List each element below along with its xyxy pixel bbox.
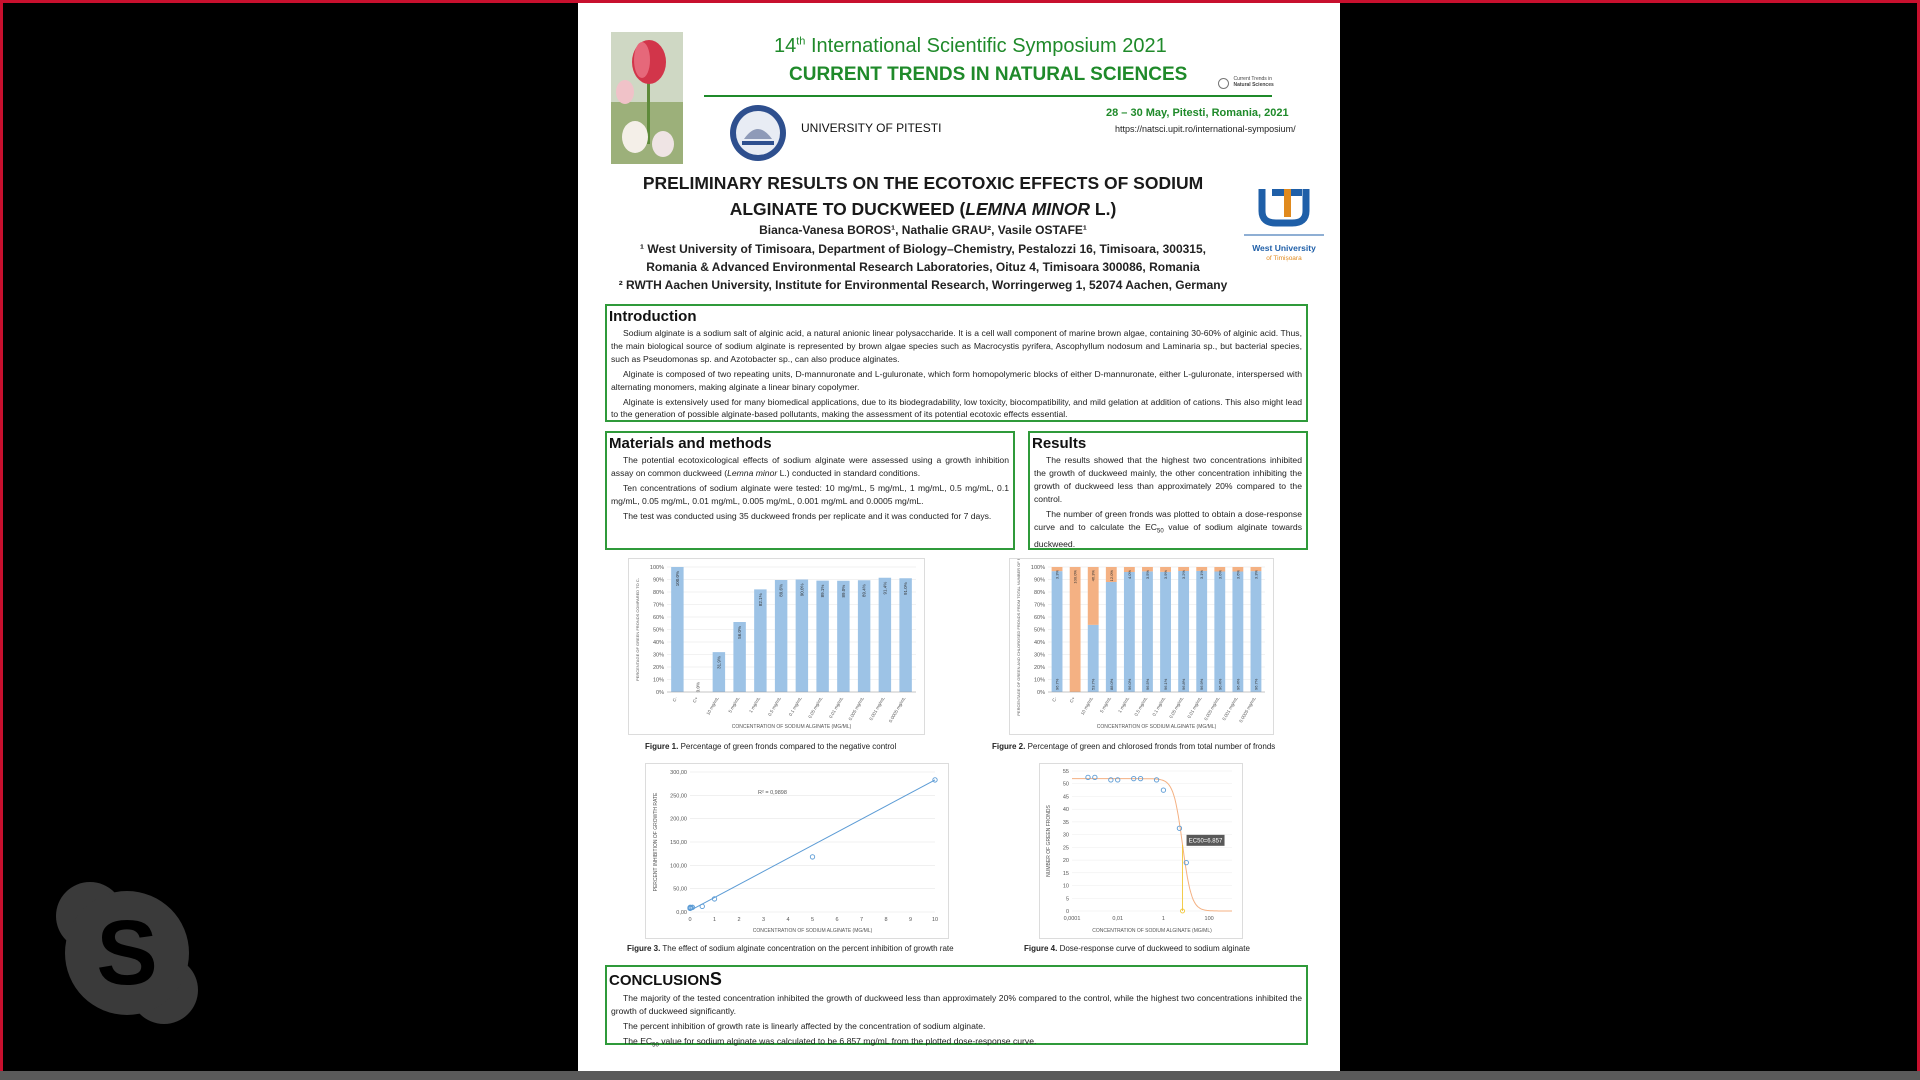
x-tick-label: 0.01 mg/mL xyxy=(828,696,845,720)
y-axis-label: PERCENTAGE OF GREEN FRONDS COMPARED TO C- xyxy=(635,577,640,682)
svg-text:S: S xyxy=(96,902,158,1004)
y-tick-label: 100,00 xyxy=(670,863,687,870)
stacked-bar-segment xyxy=(1214,572,1225,693)
stacked-bar-segment xyxy=(1232,572,1243,693)
affiliations xyxy=(598,240,1248,294)
y-tick-label: 50% xyxy=(652,627,664,634)
y-tick-label: 250,00 xyxy=(670,793,687,800)
y-tick-label: 10% xyxy=(1033,677,1045,684)
x-tick-label: 2 xyxy=(737,917,741,923)
stacked-bar-segment xyxy=(1124,572,1135,692)
bar-value-label: 89.6% xyxy=(778,584,784,597)
y-tick-label: 10 xyxy=(1062,883,1069,890)
y-tick-label: 30% xyxy=(1033,652,1045,659)
bar-value-label: 3.6% xyxy=(1235,570,1241,580)
y-tick-label: 0,00 xyxy=(676,910,687,916)
bar-value-label: 4.0% xyxy=(1126,570,1132,580)
y-tick-label: 60% xyxy=(652,615,664,621)
figure-4-chart xyxy=(1039,763,1243,939)
symposium-title: 14th International Scientific Symposium 2021 xyxy=(774,35,1167,57)
y-tick-label: 100% xyxy=(1030,565,1045,571)
introduction-heading: Introduction xyxy=(609,308,697,325)
wut-logo xyxy=(1244,179,1324,263)
x-tick-label: 1 mg/mL xyxy=(1117,696,1131,714)
y-tick-label: 0% xyxy=(1037,690,1045,696)
x-tick-label: 8 xyxy=(884,917,888,923)
y-tick-label: 90% xyxy=(1033,577,1045,584)
poster-title: PRELIMINARY RESULTS ON THE ECOTOXIC EFFECTS OF SODIUM ALGINATE TO DUCKWEED (LEMNA MINOR L.) xyxy=(642,173,1204,219)
bar-value-label: 89.4% xyxy=(861,584,867,598)
y-tick-label: 35 xyxy=(1062,819,1069,826)
y-axis-label: PERCENT INHIBITION OF GROWTH RATE xyxy=(653,792,659,892)
x-tick-label: 10 mg/mL xyxy=(705,696,720,716)
bar-value-label: 96.7% xyxy=(1253,678,1259,690)
bar-value-label: 96.0% xyxy=(1126,678,1132,690)
university-seal-icon xyxy=(728,103,788,163)
x-tick-label: C+ xyxy=(691,696,699,704)
data-point xyxy=(1177,826,1181,830)
bar-value-label: 88.0% xyxy=(1108,678,1114,690)
figure-4-caption: Figure 4. Dose-response curve of duckweed to sodium alginate xyxy=(1024,944,1250,953)
bar-value-label: 0.0% xyxy=(695,682,701,693)
bar-value-label: 89.0% xyxy=(840,584,846,598)
x-tick-label: 0,0001 xyxy=(1063,916,1081,922)
bar-value-label: 96.9% xyxy=(1199,678,1205,690)
y-tick-label: 30 xyxy=(1062,832,1069,839)
x-axis-label: CONCENTRATION OF SODIUM ALGINATE (MG/ML) xyxy=(1092,928,1212,934)
introduction-section xyxy=(605,304,1308,422)
conclusions-paragraph: The majority of the tested concentration inhibited the growth of duckweed less than approximately 20% compared to the control, while the highest two concentrations inhibited the growth of duckweed significantly. xyxy=(611,993,1302,1016)
bar-value-label: 3.3% xyxy=(1054,570,1060,580)
bar-value-label: 3.2% xyxy=(1181,570,1187,580)
symposium-subtitle: CURRENT TRENDS IN NATURAL SCIENCES xyxy=(789,64,1188,85)
bar-value-label: 12.0% xyxy=(1108,570,1114,582)
x-tick-label: 0.005 mg/mL xyxy=(847,696,865,722)
x-tick-label: 1 xyxy=(1161,916,1165,922)
y-tick-label: 55 xyxy=(1062,769,1069,775)
authors: Bianca-Vanesa BOROS¹, Nathalie GRAU², Vasile OSTAFE¹ xyxy=(759,223,1087,237)
x-tick-label: 0.01 mg/mL xyxy=(1186,696,1203,720)
bar-value-label: 3.3% xyxy=(1253,570,1259,580)
results-heading: Results xyxy=(1032,435,1087,452)
y-tick-label: 90% xyxy=(652,577,664,584)
bar-value-label: 56.0% xyxy=(737,626,743,639)
x-tick-label: 5 xyxy=(810,917,815,923)
x-tick-label: 6 xyxy=(835,917,839,923)
bar-value-label: 53.7% xyxy=(1090,678,1096,690)
university-name: UNIVERSITY OF PITESTI xyxy=(801,121,942,135)
stacked-bar-segment xyxy=(1070,567,1081,692)
x-tick-label: 0.1 mg/mL xyxy=(1151,696,1167,717)
affiliation-line: Romania & Advanced Environmental Research Laboratories, Oituz 4, Timisoara 300086, Romania xyxy=(646,260,1200,274)
trendline xyxy=(690,780,935,911)
y-tick-label: 45 xyxy=(1062,794,1069,801)
x-axis-label: CONCENTRATION OF SODIUM ALGINATE (MG/ML) xyxy=(752,928,873,934)
bar-value-label: 31.9% xyxy=(716,656,722,669)
stacked-bar-segment xyxy=(1106,582,1117,692)
y-tick-label: 40% xyxy=(652,640,664,646)
x-tick-label: 10 mg/mL xyxy=(1079,696,1095,716)
svg-text:West University: West University xyxy=(1252,243,1316,253)
y-tick-label: 10% xyxy=(652,677,664,684)
bar-value-label: 100.0% xyxy=(674,571,680,587)
methods-paragraph: The test was conducted using 35 duckweed fronds per replicate and it was conducted for 7 days. xyxy=(623,510,992,521)
data-point xyxy=(1161,788,1165,792)
results-section xyxy=(1028,431,1308,550)
x-tick-label: 0 xyxy=(688,917,692,923)
header-divider xyxy=(704,95,1272,97)
data-point xyxy=(1154,778,1158,782)
conclusions-paragraph: The percent inhibition of growth rate is linearly affected by the concentration of sodium alginate. xyxy=(623,1020,986,1031)
bar-value-label: 96.1% xyxy=(1163,678,1169,690)
stacked-bar-segment xyxy=(1251,571,1262,692)
introduction-paragraph: Sodium alginate is a sodium salt of alginic acid, a natural anionic linear polysaccharide. It is a cell wall component of marine brown algae, containing 30-60% of alginic acid. Thus, the main biological source of sodium alginate is represented by brown algae species such as Macrocystis pyrifera, Ascophyllum nodosum and Laminaria sp., but bacterial species, such as Pseudomonas sp. and Azotobacter sp., can also produce alginates. xyxy=(611,328,1302,364)
y-tick-label: 80% xyxy=(652,590,664,596)
x-tick-label: 1 xyxy=(712,917,717,923)
bar-value-label: 3.9% xyxy=(1163,570,1169,580)
x-tick-label: 0.5 mg/mL xyxy=(767,696,782,717)
r-squared-label: R² = 0,9898 xyxy=(758,790,787,796)
tulip-image xyxy=(611,32,683,164)
y-tick-label: 300,00 xyxy=(670,770,687,776)
y-tick-label: 50% xyxy=(1033,627,1045,634)
svg-text:of Timișoara: of Timișoara xyxy=(1266,255,1302,262)
bar-value-label: 3.6% xyxy=(1217,570,1223,580)
methods-heading: Materials and methods xyxy=(609,435,772,452)
x-tick-label: 0.5 mg/mL xyxy=(1133,696,1149,717)
ec50-label: EC50=6.857 xyxy=(1188,838,1223,845)
y-tick-label: 70% xyxy=(652,602,664,609)
y-tick-label: 40% xyxy=(1033,640,1045,646)
bar-value-label: 96.8% xyxy=(1181,678,1187,690)
x-tick-label: 3 xyxy=(761,917,766,923)
conclusions-paragraph: The $EC_{50}$ value for sodium alginate was calculated to be 6.857 mg/mL from the plotted dose-response curve. xyxy=(623,1035,1037,1049)
x-tick-label: 4 xyxy=(786,917,790,923)
y-tick-label: 20% xyxy=(1033,665,1045,671)
bar-value-label: 96.7% xyxy=(1054,678,1060,690)
x-tick-label: C+ xyxy=(1068,696,1076,704)
stacked-bar-segment xyxy=(1142,571,1153,692)
introduction-paragraph: Alginate is composed of two repeating units, D-mannuronate and L-guluronate, which form homopolymeric blocks of either D-mannuronate, either L-guluronate, interspersed with alternating monomers, making alginate a linear binary copolymer. xyxy=(611,368,1302,392)
x-tick-label: 100 xyxy=(1204,916,1214,922)
y-axis-label: NUMBER OF GREEN FRONDS xyxy=(1046,805,1052,877)
poster-document xyxy=(578,3,1340,1071)
y-tick-label: 20 xyxy=(1062,858,1069,865)
y-tick-label: 0% xyxy=(656,690,664,696)
introduction-paragraph: Alginate is extensively used for many biomedical applications, due to its biodegradability, low toxicity, biocompatibility, and mild gelation at addition of cations. This also might lead to the generation of possible alginate-based pollutants, making the assessment of its potential ecotoxic effects essential. xyxy=(611,396,1302,420)
y-tick-label: 80% xyxy=(1033,590,1045,596)
x-tick-label: 0.05 mg/mL xyxy=(1168,696,1185,720)
bar-value-label: 89.1% xyxy=(820,584,826,598)
affiliation-line: ¹ West University of Timisoara, Department of Biology–Chemistry, Pestalozzi 16, Timisoara, 300315, xyxy=(640,242,1206,256)
methods-paragraph: The potential ecotoxicological effects of sodium alginate were assessed using a growth inhibition assay on common duckweed (Lemna minor L.) conducted in standard conditions. xyxy=(611,455,1009,478)
y-tick-label: 5 xyxy=(1065,896,1069,903)
x-tick-label: 7 xyxy=(859,917,864,923)
bar-value-label: 91.4% xyxy=(882,581,888,595)
results-paragraph: The results showed that the highest two concentrations inhibited the growth of duckweed mainly, the other concentration inhibiting the growth of duckweed less than approximately 20% compared to the control. xyxy=(1034,455,1302,504)
bar-value-label: 91.0% xyxy=(903,582,909,596)
x-tick-label: 0.005 mg/mL xyxy=(1203,696,1221,722)
y-tick-label: 100% xyxy=(649,565,664,571)
x-tick-label: C- xyxy=(671,696,679,703)
x-tick-label: 0.1 mg/mL xyxy=(787,696,803,717)
figure-3-caption: Figure 3. The effect of sodium alginate concentration on the percent inhibition of growth rate xyxy=(627,944,954,953)
symposium-logo: Current Trends in Natural Sciences xyxy=(1218,76,1274,94)
data-point xyxy=(700,904,704,908)
x-tick-label: 5 mg/mL xyxy=(727,696,741,714)
y-tick-label: 40 xyxy=(1062,807,1069,814)
skype-icon xyxy=(54,880,200,1026)
y-tick-label: 20% xyxy=(652,665,664,671)
data-point xyxy=(810,855,814,859)
methods-section xyxy=(605,431,1015,550)
figure-3-chart xyxy=(645,763,949,939)
x-tick-label: 1 mg/mL xyxy=(748,696,762,714)
x-axis-label: CONCENTRATION OF SODIUM ALGINATE (MG/ML) xyxy=(731,724,852,730)
stacked-bar-segment xyxy=(1178,571,1189,692)
x-tick-label: 0.05 mg/mL xyxy=(807,696,824,720)
conclusions-section xyxy=(605,965,1308,1049)
figure-1-chart xyxy=(628,558,925,735)
bar-value-label: 90.0% xyxy=(799,583,805,597)
y-tick-label: 200,00 xyxy=(670,816,687,823)
figure-1-caption: Figure 1. Percentage of green fronds compared to the negative control xyxy=(645,742,897,751)
y-tick-label: 30% xyxy=(652,652,664,659)
bottom-bar xyxy=(0,1071,1920,1080)
stacked-bar-segment xyxy=(1052,571,1063,692)
x-tick-label: C- xyxy=(1051,696,1058,703)
y-tick-label: 0 xyxy=(1065,909,1069,915)
stacked-bar-segment xyxy=(1160,572,1171,692)
bar-value-label: 3.5% xyxy=(1144,570,1150,580)
x-axis-label: CONCENTRATION OF SODIUM ALGINATE (MG/ML) xyxy=(1096,724,1217,730)
y-tick-label: 25 xyxy=(1062,845,1069,852)
bar-value-label: 100.0% xyxy=(1072,570,1078,584)
x-tick-label: 0,01 xyxy=(1112,916,1124,922)
y-tick-label: 50 xyxy=(1062,781,1069,788)
bar-value-label: 3.1% xyxy=(1199,570,1205,580)
y-tick-label: 15 xyxy=(1062,870,1069,877)
y-axis-label: PERCENTAGE OF GREEN AND CHLOROSED FRONDS FROM TOTAL NUMBER OF FRONDS xyxy=(1016,559,1021,716)
figure-2-caption: Figure 2. Percentage of green and chlorosed fronds from total number of fronds xyxy=(992,742,1276,751)
stacked-bar-segment xyxy=(1196,571,1207,692)
x-tick-label: 5 mg/mL xyxy=(1099,696,1113,714)
symposium-dates: 28 – 30 May, Pitesti, Romania, 2021 xyxy=(1106,107,1289,119)
x-tick-label: 0.0005 mg/mL xyxy=(1238,696,1257,724)
x-tick-label: 9 xyxy=(908,917,913,923)
bar-value-label: 96.4% xyxy=(1235,678,1241,690)
y-tick-label: 50,00 xyxy=(673,886,687,893)
x-tick-label: 0.001 mg/mL xyxy=(868,696,886,722)
results-paragraph: The number of green fronds was plotted to obtain a dose-response curve and to calculate the $EC_{50}$ value of sodium alginate towards duckweed. xyxy=(1034,508,1302,550)
figure-2-chart xyxy=(1009,558,1274,735)
methods-paragraph: Ten concentrations of sodium alginate were tested: 10 mg/mL, 5 mg/mL, 1 mg/mL, 0.5 mg/mL, 0.1 mg/mL, 0.05 mg/mL, 0.01 mg/mL, 0.005 mg/mL, 0.001 mg/mL and 0.0005 mg/mL. xyxy=(611,482,1009,506)
bar-value-label: 82.1% xyxy=(757,593,763,607)
y-tick-label: 150,00 xyxy=(670,840,687,846)
bar-value-label: 96.5% xyxy=(1144,678,1150,690)
symposium-url[interactable]: https://natsci.upit.ro/international-symposium/ xyxy=(1115,124,1296,134)
x-tick-label: 0.0005 mg/mL xyxy=(887,696,907,724)
x-tick-label: 0.001 mg/mL xyxy=(1221,696,1239,722)
x-tick-label: 10 xyxy=(931,917,939,923)
affiliation-line: ² RWTH Aachen University, Institute for Environmental Research, Worringerweg 1, 52074 Aachen, Germany xyxy=(618,278,1228,292)
bar-value-label: 46.3% xyxy=(1090,570,1096,582)
y-tick-label: 60% xyxy=(1033,615,1045,621)
bar-value-label: 96.4% xyxy=(1217,678,1223,690)
conclusions-heading: CONCLUSIONS xyxy=(609,969,722,989)
y-tick-label: 70% xyxy=(1033,602,1045,609)
